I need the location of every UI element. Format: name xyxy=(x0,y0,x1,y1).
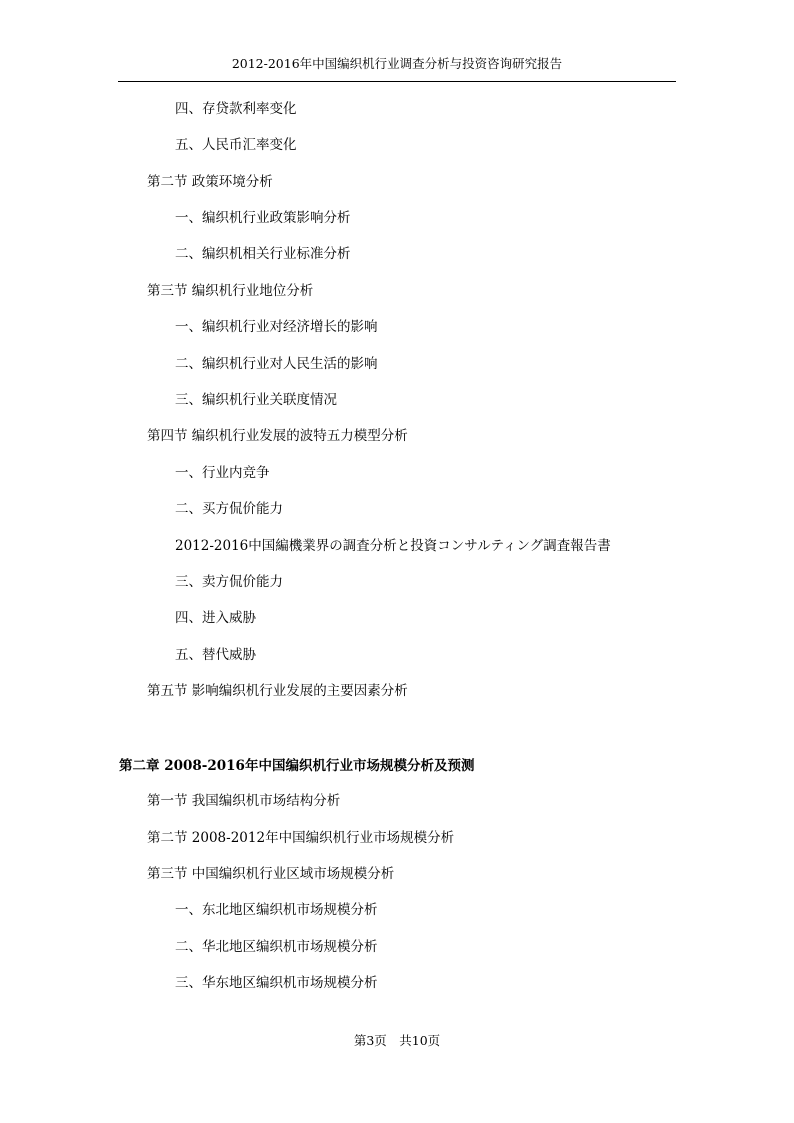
toc-section: 第一节 我国编织机市场结构分析 xyxy=(147,793,341,809)
toc-item: 五、替代威胁 xyxy=(175,647,256,663)
toc-chapter: 第二章 2008-2016年中国编织机行业市场规模分析及预测 xyxy=(119,758,475,774)
toc-item: 二、华北地区编织机市场规模分析 xyxy=(175,939,378,955)
toc-section: 第二节 政策环境分析 xyxy=(147,174,273,190)
page-header: 2012-2016年中国编织机行业调查分析与投资咨询研究报告 xyxy=(231,56,563,71)
toc-item-japanese-title: 2012-2016中国編機業界の調査分析と投資コンサルティング調査報告書 xyxy=(175,538,611,554)
toc-item: 一、行业内竞争 xyxy=(175,465,270,481)
toc-section: 第三节 中国编织机行业区域市场规模分析 xyxy=(147,866,395,882)
toc-section: 第五节 影响编织机行业发展的主要因素分析 xyxy=(147,683,408,699)
toc-item: 四、存贷款利率变化 xyxy=(175,101,297,117)
toc-item: 三、华东地区编织机市场规模分析 xyxy=(175,975,378,991)
toc-section: 第二节 2008-2012年中国编织机行业市场规模分析 xyxy=(147,830,455,846)
toc-item: 一、编织机行业对经济增长的影响 xyxy=(175,319,378,335)
toc-item: 一、东北地区编织机市场规模分析 xyxy=(175,902,378,918)
toc-section: 第三节 编织机行业地位分析 xyxy=(147,283,314,299)
page-footer: 第3页 共10页 xyxy=(353,1033,441,1048)
toc-item: 一、编织机行业政策影响分析 xyxy=(175,210,351,226)
toc-item: 三、编织机行业关联度情况 xyxy=(175,392,337,408)
toc-item: 三、卖方侃价能力 xyxy=(175,574,283,590)
toc-item: 二、买方侃价能力 xyxy=(175,501,283,517)
toc-item: 五、人民币汇率变化 xyxy=(175,137,297,153)
toc-section: 第四节 编织机行业发展的波特五力模型分析 xyxy=(147,428,408,444)
toc-item: 四、进入威胁 xyxy=(175,610,256,626)
toc-item: 二、编织机行业对人民生活的影响 xyxy=(175,356,378,372)
header-divider xyxy=(118,81,676,82)
toc-item: 二、编织机相关行业标准分析 xyxy=(175,246,351,262)
